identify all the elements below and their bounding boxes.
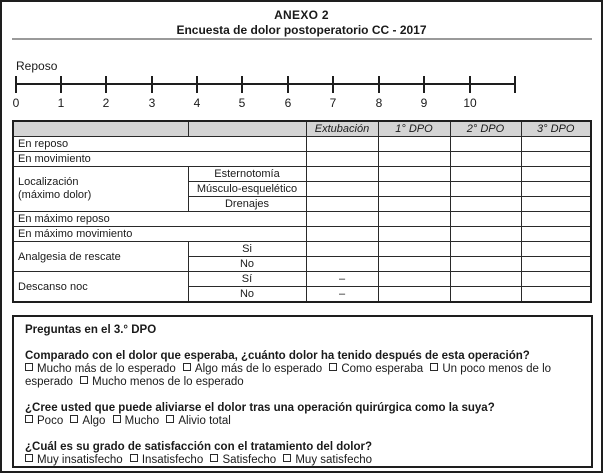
header-cell-blank1 <box>13 121 188 137</box>
score-cell <box>378 197 450 212</box>
sub-option-drenajes: Drenajes <box>188 197 306 212</box>
checkbox-option[interactable] <box>210 454 276 466</box>
score-cell <box>306 242 378 257</box>
tick-label-9: 9 <box>420 96 428 110</box>
score-cell <box>521 212 591 227</box>
question-1-options <box>25 363 580 389</box>
option-label: Satisfecho <box>222 454 277 466</box>
localizacion-line2: (máximo dolor) <box>18 189 92 201</box>
score-cell <box>521 257 591 272</box>
header-cell-extubacion: Extubación <box>306 121 378 137</box>
questions-box <box>12 315 593 468</box>
sub-option-analgesia-no: No <box>188 257 306 272</box>
score-cell <box>378 257 450 272</box>
checkbox-icon <box>329 363 337 371</box>
ruler-tick <box>332 76 334 93</box>
checkbox-icon <box>183 363 191 371</box>
table-row <box>13 152 591 167</box>
score-cell <box>306 167 378 182</box>
score-cell <box>378 272 450 287</box>
score-cell <box>521 227 591 242</box>
ruler-tick <box>15 76 17 93</box>
question-3-text: ¿Cuál es su grado de satisfacción con el tratamiento del dolor? <box>25 441 372 453</box>
score-cell <box>521 167 591 182</box>
tick-label-8: 8 <box>375 96 383 110</box>
ruler-tick-labels <box>12 96 518 110</box>
score-cell <box>306 257 378 272</box>
ruler-tick <box>105 76 107 93</box>
score-cell <box>306 227 378 242</box>
tick-label-4: 4 <box>193 96 201 110</box>
sub-option-analgesia-si: Si <box>188 242 306 257</box>
score-cell <box>306 137 378 152</box>
option-label: Un poco menos de lo esperado <box>25 363 552 388</box>
checkbox-icon <box>25 363 33 371</box>
checkbox-option[interactable] <box>329 363 423 375</box>
checkbox-option[interactable] <box>25 454 123 466</box>
score-cell <box>306 212 378 227</box>
tick-label-10: 10 <box>463 96 477 110</box>
ruler-tick <box>469 76 471 93</box>
score-cell <box>378 167 450 182</box>
checkbox-option[interactable] <box>80 376 244 388</box>
option-label: Muy satisfecho <box>295 454 373 466</box>
score-cell <box>521 152 591 167</box>
row-label-analgesia: Analgesia de rescate <box>13 242 188 272</box>
score-cell <box>450 167 521 182</box>
tick-label-3: 3 <box>148 96 156 110</box>
checkbox-icon <box>166 415 174 423</box>
header-cell-blank2 <box>188 121 306 137</box>
questions-heading: Preguntas en el 3.° DPO <box>25 324 157 336</box>
score-cell <box>450 227 521 242</box>
row-label-en-movimiento: En movimiento <box>13 152 306 167</box>
localizacion-line1: Localización <box>18 176 79 188</box>
question-1-text: Comparado con el dolor que esperaba, ¿cuánto dolor ha tenido después de esta operación? <box>25 350 530 362</box>
sub-option-esternotomia: Esternotomía <box>188 167 306 182</box>
score-cell <box>521 287 591 303</box>
ruler-line <box>15 83 516 85</box>
option-label: Mucho <box>124 415 160 427</box>
row-label-descanso: Descanso noc <box>13 272 188 303</box>
checkbox-option[interactable] <box>25 363 176 375</box>
checkbox-option[interactable] <box>130 454 203 466</box>
tick-label-1: 1 <box>57 96 65 110</box>
score-cell <box>378 182 450 197</box>
option-label: Algo más de lo esperado <box>194 363 323 375</box>
tick-label-5: 5 <box>238 96 246 110</box>
ruler-tick <box>514 76 516 93</box>
pain-scale-ruler <box>15 76 518 93</box>
checkbox-icon <box>70 415 78 423</box>
header-cell-3dpo: 3° DPO <box>521 121 591 137</box>
ruler-tick <box>241 76 243 93</box>
score-cell <box>378 287 450 303</box>
row-label-localizacion <box>13 167 188 212</box>
score-cell <box>378 227 450 242</box>
option-label: Insatisfecho <box>141 454 204 466</box>
table-row <box>13 242 591 257</box>
checkbox-icon <box>25 454 33 462</box>
dash-cell: – <box>306 272 378 287</box>
page-subtitle: Encuesta de dolor postoperatorio CC - 2017 <box>176 23 427 37</box>
option-label: Mucho menos de lo esperado <box>92 376 244 388</box>
checkbox-option[interactable] <box>283 454 372 466</box>
header-cell-1dpo: 1° DPO <box>378 121 450 137</box>
option-label: Alivio total <box>178 415 231 427</box>
table-row <box>13 227 591 242</box>
table-row <box>13 137 591 152</box>
score-cell <box>450 152 521 167</box>
checkbox-option[interactable] <box>166 415 230 427</box>
table-row <box>13 212 591 227</box>
score-cell <box>521 197 591 212</box>
score-cell <box>450 137 521 152</box>
pain-survey-table <box>12 120 592 303</box>
row-label-en-maximo-reposo: En máximo reposo <box>13 212 306 227</box>
question-3-options <box>25 454 580 467</box>
score-cell <box>378 242 450 257</box>
score-cell <box>521 137 591 152</box>
table-row <box>13 167 591 182</box>
checkbox-icon <box>430 363 438 371</box>
table-header-row <box>13 121 591 137</box>
checkbox-icon <box>25 415 33 423</box>
option-label: Como esperaba <box>341 363 424 375</box>
score-cell <box>378 212 450 227</box>
checkbox-option[interactable] <box>70 415 105 427</box>
score-cell <box>450 272 521 287</box>
checkbox-icon <box>130 454 138 462</box>
sub-option-descanso-si: Sí <box>188 272 306 287</box>
checkbox-icon <box>210 454 218 462</box>
score-cell <box>306 182 378 197</box>
ruler-tick <box>378 76 380 93</box>
row-label-en-reposo: En reposo <box>13 137 306 152</box>
question-2-options <box>25 415 580 428</box>
score-cell <box>306 197 378 212</box>
ruler-tick <box>60 76 62 93</box>
score-cell <box>450 287 521 303</box>
checkbox-icon <box>283 454 291 462</box>
checkbox-option[interactable] <box>113 415 160 427</box>
header-cell-2dpo: 2° DPO <box>450 121 521 137</box>
score-cell <box>450 182 521 197</box>
score-cell <box>450 197 521 212</box>
checkbox-option[interactable] <box>25 415 63 427</box>
score-cell <box>378 137 450 152</box>
score-cell <box>450 242 521 257</box>
tick-label-7: 7 <box>329 96 337 110</box>
score-cell <box>450 257 521 272</box>
row-label-en-maximo-movimiento: En máximo movimiento <box>13 227 306 242</box>
pain-scale-label: Reposo <box>16 59 58 73</box>
option-label: Muy insatisfecho <box>37 454 123 466</box>
score-cell <box>450 212 521 227</box>
tick-label-2: 2 <box>102 96 110 110</box>
option-label: Poco <box>37 415 64 427</box>
title-block <box>2 8 601 37</box>
ruler-tick <box>287 76 289 93</box>
table-row <box>13 272 591 287</box>
title-divider <box>12 38 592 40</box>
score-cell <box>521 182 591 197</box>
score-cell <box>306 152 378 167</box>
question-2-text: ¿Cree usted que puede aliviarse el dolor tras una operación quirúrgica como la suya? <box>25 402 495 414</box>
option-label: Mucho más de lo esperado <box>37 363 176 375</box>
checkbox-icon <box>80 376 88 384</box>
tick-label-6: 6 <box>284 96 292 110</box>
ruler-tick <box>196 76 198 93</box>
option-label: Algo <box>82 415 106 427</box>
page-title: ANEXO 2 <box>274 8 329 22</box>
dash-cell: – <box>306 287 378 303</box>
sub-option-descanso-no: No <box>188 287 306 303</box>
score-cell <box>378 152 450 167</box>
score-cell <box>521 272 591 287</box>
ruler-tick <box>151 76 153 93</box>
score-cell <box>521 242 591 257</box>
checkbox-icon <box>113 415 121 423</box>
checkbox-option[interactable] <box>183 363 322 375</box>
ruler-tick <box>423 76 425 93</box>
sub-option-musculo: Músculo-esquelético <box>188 182 306 197</box>
tick-label-0: 0 <box>12 96 20 110</box>
